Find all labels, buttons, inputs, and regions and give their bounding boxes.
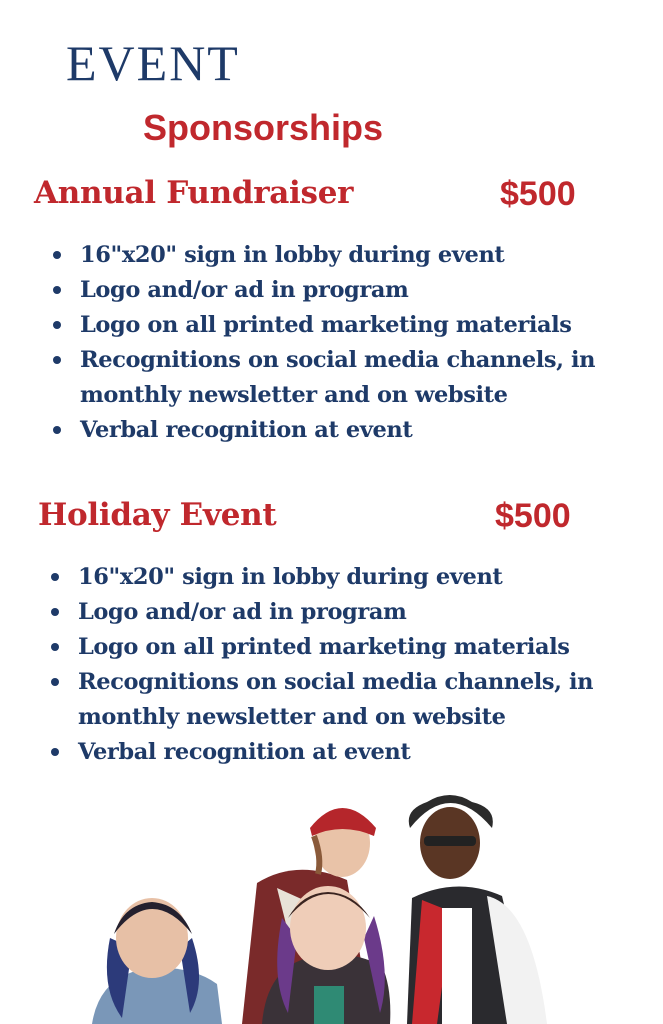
section-title: Annual Fundraiser [34, 175, 354, 211]
list-item: 16"x20" sign in lobby during event [50, 238, 650, 273]
list-item: Logo and/or ad in program [50, 273, 650, 308]
page-title: EVENT [66, 35, 240, 91]
list-item: Verbal recognition at event [50, 413, 650, 448]
list-item: 16"x20" sign in lobby during event [48, 560, 648, 595]
group-photo [92, 788, 597, 1024]
section-header [0, 498, 663, 542]
section-price: $500 [495, 497, 571, 535]
benefits-list [50, 238, 663, 448]
list-item: Logo on all printed marketing materials [50, 308, 650, 343]
list-item: Logo and/or ad in program [48, 595, 648, 630]
section-annual-fundraiser [0, 176, 663, 448]
section-holiday-event [0, 498, 663, 770]
list-item: Verbal recognition at event [48, 735, 648, 770]
list-item: Recognitions on social media channels, in monthly newsletter and on website [50, 343, 650, 413]
section-header [0, 176, 663, 220]
person-right [407, 795, 547, 1024]
section-title: Holiday Event [38, 497, 277, 533]
page-subtitle: Sponsorships [143, 107, 384, 148]
person-left [92, 898, 222, 1024]
benefits-list [48, 560, 663, 770]
list-item: Logo on all printed marketing materials [48, 630, 648, 665]
section-price: $500 [500, 175, 576, 213]
list-item: Recognitions on social media channels, in monthly newsletter and on website [48, 665, 648, 735]
